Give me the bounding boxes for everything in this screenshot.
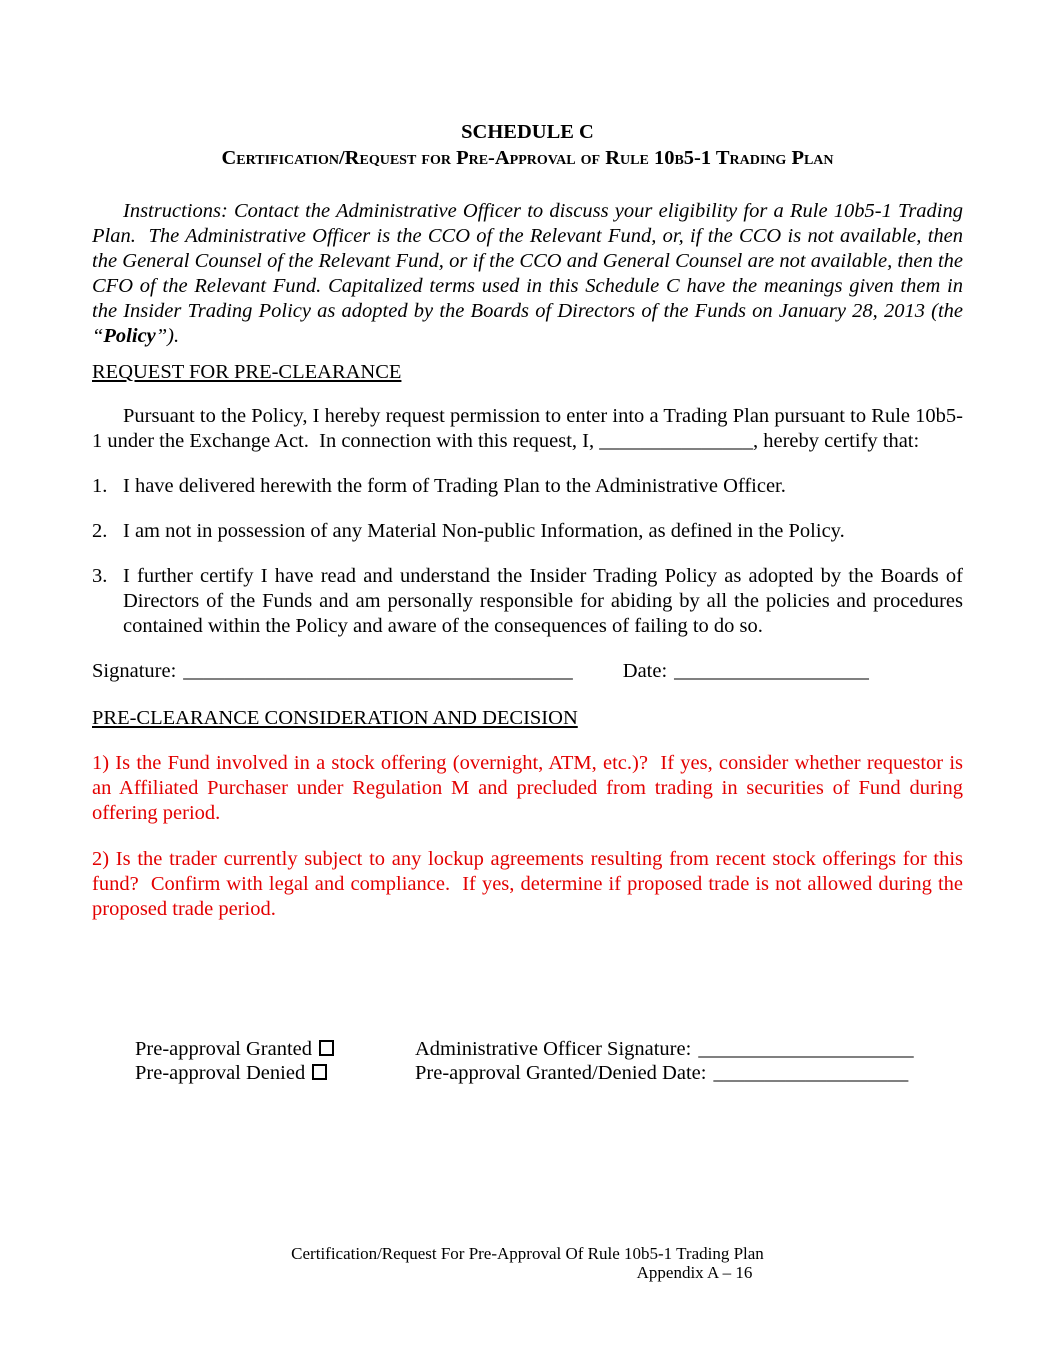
item-2-text: I am not in possession of any Material Non-public Information, as defined in the Policy.: [123, 520, 845, 542]
admin-signature-label: Administrative Officer Signature:: [415, 1038, 692, 1060]
request-intro-text-end: , hereby certify that:: [753, 430, 920, 452]
footer-title: Certification/Request For Pre-Approval Of Rule 10b5-1 Trading Plan: [291, 1244, 764, 1263]
instructions-text-end: ”).: [155, 325, 180, 347]
granted-denied-date-field[interactable]: ___________________: [713, 1062, 909, 1084]
requestor-name-field[interactable]: _______________: [599, 430, 753, 452]
consideration-paragraph-2: 2) Is the trader currently subject to any lockup agreements resulting from recent stock offerings for this fund? Confirm with legal and compliance. If yes, determine if proposed trade is not allowed during the proposed trade period.: [92, 848, 963, 920]
date-label: Date:: [622, 660, 668, 682]
signature-field[interactable]: ______________________________________: [183, 660, 573, 682]
granted-denied-date-row: [415, 1061, 963, 1085]
instructions-text-start: Instructions: Contact the Administrative Officer to discuss your eligibility for a Rule 10b5-1 Trading Plan. The Administrative Officer is the CCO of the Relevant Fund, or, if the CCO is not available, then the General Counsel of the Relevant Fund, or if the CCO and General Counsel are not available, then the CFO of the Relevant Fund. Capitalized terms used in this Schedule C have the meanings given them in the Insider Trading Policy as adopted by the Boards of Directors of the Funds on January 28, 2013 (the “: [92, 200, 963, 347]
preclearance-decision-heading: PRE-CLEARANCE CONSIDERATION AND DECISION: [92, 707, 578, 729]
signature-row: [92, 659, 963, 684]
item-2-number: 2.: [92, 520, 108, 542]
request-preclearance-heading: REQUEST FOR PRE-CLEARANCE: [92, 361, 402, 383]
denied-label: Pre-approval Denied: [135, 1062, 306, 1084]
certification-item-3: [92, 564, 963, 639]
date-field[interactable]: ___________________: [674, 660, 869, 682]
consideration-paragraph-1: 1) Is the Fund involved in a stock offering (overnight, ATM, etc.)? If yes, consider whether requestor is an Affiliated Purchaser under Regulation M and precluded from trading in securities of Fund during offering period.: [92, 752, 963, 824]
footer-appendix: Appendix A – 16: [636, 1263, 753, 1282]
granted-label: Pre-approval Granted: [135, 1038, 313, 1060]
admin-signature-row: [415, 1037, 963, 1061]
certification-item-2: [92, 519, 963, 544]
instructions-paragraph: [92, 199, 963, 349]
approval-row-denied: [92, 1061, 963, 1085]
signature-label: Signature:: [92, 660, 177, 682]
certification-item-1: [92, 474, 963, 499]
admin-signature-field[interactable]: _____________________: [698, 1038, 914, 1060]
page-footer: [0, 1244, 1055, 1282]
policy-term: Policy: [103, 325, 156, 347]
approval-row-granted: [92, 1037, 963, 1061]
item-3-number: 3.: [92, 565, 108, 587]
schedule-subtitle: Certification/Request for Pre-Approval of Rule 10b5-1 Trading Plan: [221, 147, 834, 169]
denied-option: [92, 1061, 415, 1085]
item-3-text: I further certify I have read and understand the Insider Trading Policy as adopted by the Boards of Directors of the Funds and am personally responsible for abiding by all the policies and procedures contained within the Policy and aware of the consequences of failing to do so.: [123, 565, 963, 637]
item-1-text: I have delivered herewith the form of Trading Plan to the Administrative Officer.: [123, 475, 786, 497]
request-intro-text-start: Pursuant to the Policy, I hereby request permission to enter into a Trading Plan pursuant to Rule 10b5-1 under the Exchange Act. In connection with this request, I,: [92, 405, 963, 452]
granted-checkbox[interactable]: [319, 1040, 334, 1056]
granted-denied-date-label: Pre-approval Granted/Denied Date:: [415, 1062, 707, 1084]
schedule-title: SCHEDULE C: [461, 121, 594, 143]
granted-option: [92, 1037, 415, 1061]
denied-checkbox[interactable]: [312, 1064, 327, 1080]
item-1-number: 1.: [92, 475, 108, 497]
request-intro-paragraph: [92, 404, 963, 454]
approval-block: [92, 1037, 963, 1085]
